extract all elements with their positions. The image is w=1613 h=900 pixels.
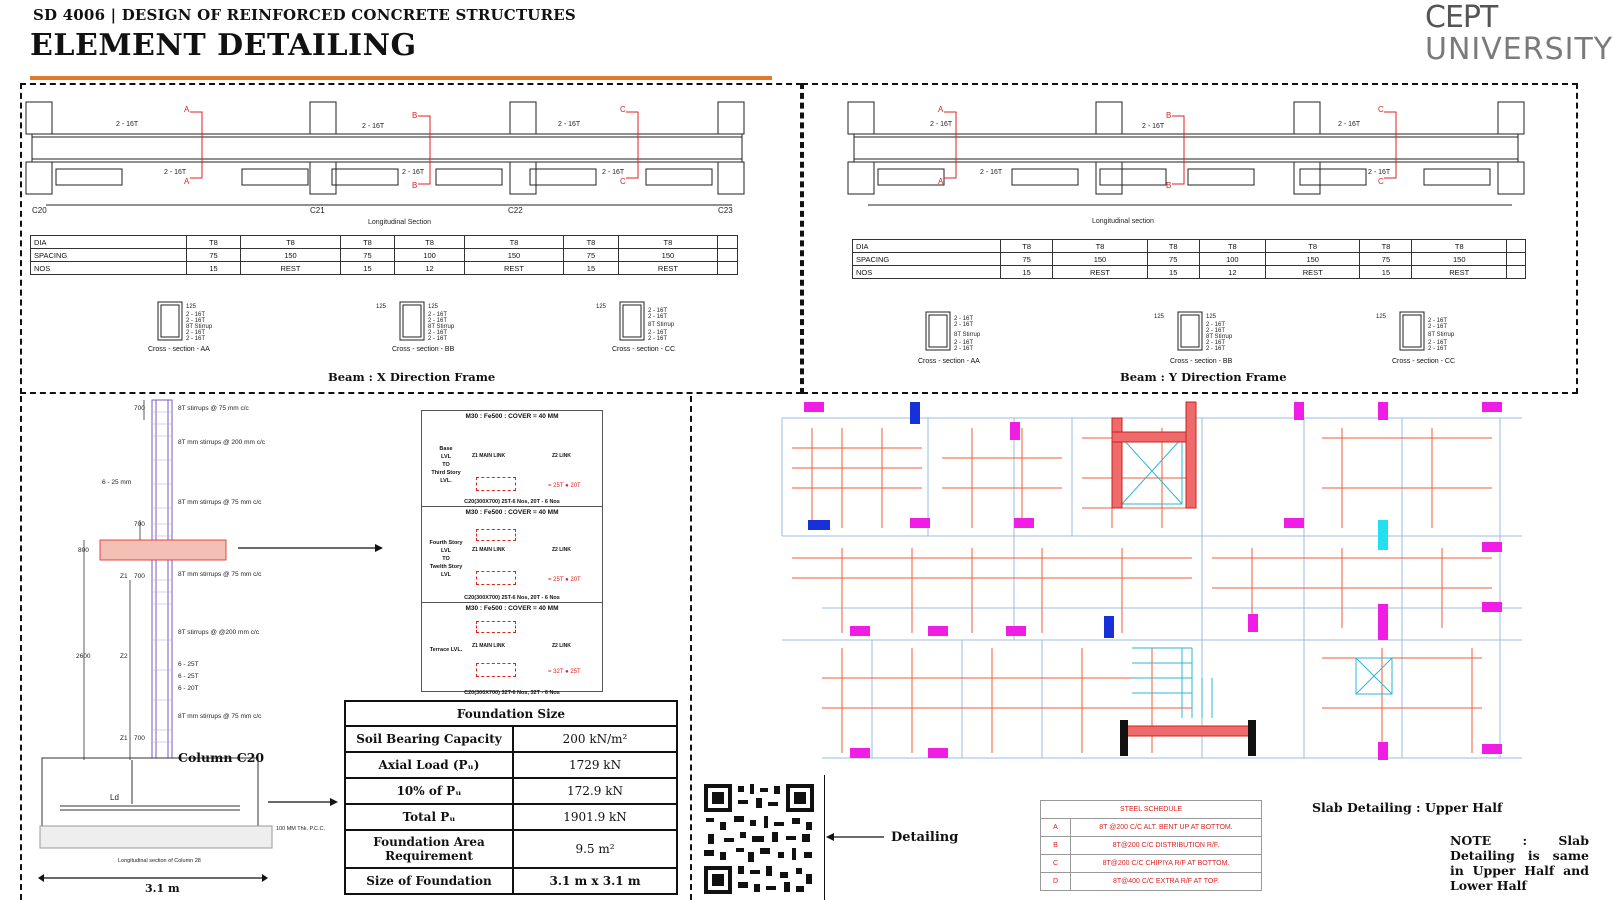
svg-text:B: B — [412, 181, 418, 190]
page-title: ELEMENT DETAILING — [30, 28, 417, 63]
table-row: NOS 15 REST 15 12 REST 15 REST — [853, 266, 1526, 279]
svg-text:2 - 16T: 2 - 16T — [648, 336, 668, 342]
table-row: NOS 15 REST 15 12 REST 15 REST — [31, 262, 738, 275]
svg-text:A: A — [184, 105, 190, 114]
section-mark-cc — [626, 112, 638, 178]
logo-cept: CEPT — [1425, 0, 1498, 35]
beam-y-caption: Beam : Y Direction Frame — [1120, 370, 1287, 384]
title-underline — [30, 76, 772, 80]
svg-text:C23: C23 — [718, 206, 733, 215]
svg-text:2 - 16T: 2 - 16T — [1206, 328, 1226, 334]
svg-text:2 - 16T: 2 - 16T — [954, 322, 974, 328]
beam-x-xs-aa-label: Cross - section - AA — [148, 346, 210, 353]
svg-text:C: C — [1378, 177, 1384, 186]
svg-text:2 - 16T: 2 - 16T — [558, 121, 581, 128]
table-row: Size of Foundation 3.1 m x 3.1 m — [345, 868, 677, 894]
svg-text:2 - 16T: 2 - 16T — [1368, 169, 1391, 176]
svg-text:A: A — [938, 177, 944, 186]
column-c20-elevation — [40, 400, 326, 890]
svg-text:2 - 16T: 2 - 16T — [1338, 121, 1361, 128]
svg-text:Z1: Z1 — [120, 573, 128, 580]
svg-text:125: 125 — [376, 304, 387, 310]
svg-text:125: 125 — [1154, 314, 1165, 320]
svg-text:8T Stirrup: 8T Stirrup — [1428, 332, 1455, 338]
beam-x-longitudinal-drawing — [26, 92, 786, 242]
svg-text:800: 800 — [78, 547, 89, 554]
svg-text:2 - 16T: 2 - 16T — [164, 169, 187, 176]
detailing-arrow — [826, 832, 886, 842]
svg-text:C20: C20 — [32, 206, 47, 215]
svg-text:700: 700 — [134, 735, 145, 742]
qr-divider — [824, 775, 825, 900]
svg-text:2 - 16T: 2 - 16T — [186, 330, 206, 336]
beam-y-rebar-table — [852, 239, 1526, 279]
logo-university: UNIVERSITY — [1425, 32, 1613, 67]
svg-text:8T mm stirrups @ 200 mm c/c: 8T mm stirrups @ 200 mm c/c — [178, 439, 266, 446]
svg-text:2 - 16T: 2 - 16T — [362, 123, 385, 130]
svg-text:B: B — [1166, 181, 1172, 190]
table-row: DIA T8 T8 T8 T8 T8 T8 T8 — [853, 240, 1526, 253]
foundation-width-label: 3.1 m — [145, 882, 180, 895]
svg-text:2 - 16T: 2 - 16T — [428, 318, 448, 324]
svg-text:2 - 16T: 2 - 16T — [648, 314, 668, 320]
schedule-block-3: M30 : Fe500 : COVER = 40 MM Terrace LVL. Z1 MAIN LINK Z2 LINK = 32T ● 25T C20(300X700) 32T-6 Nos, 32T - 6 Nos — [429, 605, 581, 696]
svg-text:2 - 16T: 2 - 16T — [1206, 346, 1226, 352]
slab-detailing-plan — [782, 408, 1534, 784]
svg-text:6 - 25T: 6 - 25T — [178, 673, 199, 680]
beam-x-xs-bb-label: Cross - section - BB — [392, 346, 455, 353]
svg-text:Z1: Z1 — [120, 735, 128, 742]
svg-text:Longitudinal section of Column: Longitudinal section of Column 28 — [118, 858, 201, 864]
svg-text:2 - 16T: 2 - 16T — [648, 308, 668, 314]
svg-text:2 - 16T: 2 - 16T — [186, 336, 206, 342]
beam-x-column-c20 — [26, 102, 52, 134]
svg-text:6 - 25 mm: 6 - 25 mm — [102, 479, 132, 486]
course-title: SD 4006 | DESIGN OF REINFORCED CONCRETE STRUCTURES — [33, 6, 576, 24]
svg-text:8T Stirrup: 8T Stirrup — [428, 324, 455, 330]
svg-text:C: C — [1378, 105, 1384, 114]
table-row: Foundation Area Requirement 9.5 m² — [345, 830, 677, 868]
table-row: 10% of Pᵤ 172.9 kN — [345, 778, 677, 804]
svg-text:700: 700 — [134, 405, 145, 412]
column-schedule-sheet — [421, 410, 603, 696]
slab-note: NOTE : Slab Detailing is same in Upper Half and Lower Half — [1450, 833, 1589, 893]
svg-text:2 - 16T: 2 - 16T — [1428, 340, 1448, 346]
svg-text:C22: C22 — [508, 206, 523, 215]
svg-text:2 - 16T: 2 - 16T — [980, 169, 1003, 176]
beam-y-xs-aa-label: Cross - section - AA — [918, 358, 980, 365]
beam-x-column-c22 — [510, 102, 536, 134]
svg-text:2 - 16T: 2 - 16T — [930, 121, 953, 128]
svg-text:2 - 16T: 2 - 16T — [1206, 322, 1226, 328]
table-row: C 8T@200 C/C CHIPIYA R/F AT BOTTOM. — [1041, 855, 1262, 873]
column-panel-border — [20, 396, 22, 900]
svg-text:2 - 16T: 2 - 16T — [428, 336, 448, 342]
svg-text:8T mm stirrups @ 75 mm c/c: 8T mm stirrups @ 75 mm c/c — [178, 571, 262, 578]
column-c20-caption: Column C20 — [178, 750, 265, 765]
table-row: Total Pᵤ 1901.9 kN — [345, 804, 677, 830]
beam-x-xs-cc-label: Cross - section - CC — [612, 346, 676, 353]
column-panel-border-right — [690, 396, 692, 900]
svg-text:2 - 16T: 2 - 16T — [1142, 123, 1165, 130]
svg-text:6 - 20T: 6 - 20T — [178, 685, 199, 692]
svg-text:2 - 16T: 2 - 16T — [1428, 346, 1448, 352]
svg-text:A: A — [184, 177, 190, 186]
beam-x-column-c21 — [310, 102, 336, 134]
svg-text:125: 125 — [596, 304, 607, 310]
table-row: Soil Bearing Capacity 200 kN/m² — [345, 726, 677, 752]
svg-text:8T Stirrup: 8T Stirrup — [954, 332, 981, 338]
table-row: STEEL SCHEDULE — [1041, 801, 1262, 819]
svg-text:2 - 16T: 2 - 16T — [1428, 318, 1448, 324]
svg-text:2 - 16T: 2 - 16T — [428, 330, 448, 336]
svg-text:Z2: Z2 — [120, 653, 128, 660]
slab-caption: Slab Detailing : Upper Half — [1312, 800, 1503, 815]
svg-text:2 - 16T: 2 - 16T — [954, 316, 974, 322]
svg-text:8T Stirrup: 8T Stirrup — [1206, 334, 1233, 340]
svg-text:2 - 16T: 2 - 16T — [1206, 340, 1226, 346]
svg-text:700: 700 — [134, 573, 145, 580]
svg-text:2 - 16T: 2 - 16T — [602, 169, 625, 176]
table-row: DIA T8 T8 T8 T8 T8 T8 T8 — [31, 236, 738, 249]
slab-band — [100, 540, 226, 560]
beam-x-top-bar-1: 2 - 16T — [116, 121, 139, 128]
schedule-block-1: M30 : Fe500 : COVER = 40 MM Base LVL TO Third Story LVL. Z1 MAIN LINK Z2 LINK = 25T ● 20T C20(300X700) 25T-6 Nos, 20T - 6 Nos — [422, 413, 602, 507]
svg-text:B: B — [412, 111, 418, 120]
svg-text:100 MM Thk. P.C.C.: 100 MM Thk. P.C.C. — [276, 826, 326, 832]
table-row: D 8T@400 C/C EXTRA R/F AT TOP. — [1041, 873, 1262, 891]
column-shaft — [152, 400, 172, 758]
beam-x-rebar-table — [30, 235, 738, 275]
svg-text:Longitudinal Section: Longitudinal Section — [368, 219, 432, 226]
svg-text:A: A — [938, 105, 944, 114]
svg-text:C: C — [620, 105, 626, 114]
beam-y-cross-section-aa — [918, 308, 998, 363]
section-mark-aa — [190, 112, 202, 178]
svg-text:8T stirrups @ @200 mm c/c: 8T stirrups @ @200 mm c/c — [178, 629, 259, 636]
beam-x-column-c23 — [718, 102, 744, 134]
svg-text:B: B — [1166, 111, 1172, 120]
beam-y-cross-section-cc — [1372, 308, 1472, 363]
table-row: Foundation Size — [345, 701, 677, 726]
beam-y-xs-bb-label: Cross - section - BB — [1170, 358, 1233, 365]
table-row: SPACING 75 150 75 100 150 75 150 — [31, 249, 738, 262]
table-row: Axial Load (Pᵤ) 1729 kN — [345, 752, 677, 778]
schedule-block-2: M30 : Fe500 : COVER = 40 MM Fourth Story LVL TO Twelth Story LVL Z1 MAIN LINK Z2 LINK = 25T ● 20T C20(300X700) 25T-6 Nos, 20T - 6 Nos — [422, 509, 602, 603]
svg-text:125: 125 — [186, 304, 197, 310]
svg-text:C: C — [620, 177, 626, 186]
detailing-label: Detailing — [891, 830, 959, 845]
svg-text:2 - 16T: 2 - 16T — [428, 312, 448, 318]
svg-text:8T stirrups @ 75 mm c/c: 8T stirrups @ 75 mm c/c — [178, 405, 249, 412]
svg-text:700: 700 — [134, 521, 145, 528]
svg-text:125: 125 — [1376, 314, 1387, 320]
svg-text:2 - 16T: 2 - 16T — [186, 312, 206, 318]
table-row: B 8T@200 C/C DISTRIBUTION R/F. — [1041, 837, 1262, 855]
beam-x-body — [32, 134, 742, 162]
foundation-size-table — [344, 700, 678, 895]
svg-text:8T Stirrup: 8T Stirrup — [648, 322, 675, 328]
svg-text:2 - 16T: 2 - 16T — [1428, 324, 1448, 330]
svg-text:2 - 16T: 2 - 16T — [186, 318, 206, 324]
beam-y-cross-section-bb — [1150, 308, 1250, 363]
qr-code[interactable] — [702, 782, 816, 896]
svg-text:125: 125 — [428, 304, 439, 310]
beam-y-longitudinal-drawing — [848, 92, 1548, 232]
steel-schedule-table — [1040, 800, 1262, 891]
svg-text:8T mm stirrups @ 75 mm c/c: 8T mm stirrups @ 75 mm c/c — [178, 713, 262, 720]
svg-text:2 - 16T: 2 - 16T — [954, 346, 974, 352]
svg-text:2 - 16T: 2 - 16T — [402, 169, 425, 176]
svg-text:8T Stirrup: 8T Stirrup — [186, 324, 213, 330]
beam-y-xs-cc-label: Cross - section - CC — [1392, 358, 1456, 365]
beam-y-section-label: Longitudinal section — [1092, 218, 1154, 225]
svg-text:6 - 25T: 6 - 25T — [178, 661, 199, 668]
table-row: SPACING 75 150 75 100 150 75 150 — [853, 253, 1526, 266]
svg-text:2 - 16T: 2 - 16T — [648, 330, 668, 336]
svg-text:2 - 16T: 2 - 16T — [954, 340, 974, 346]
svg-text:Ld: Ld — [110, 793, 119, 802]
table-row: A 8T @200 C/C ALT. BENT UP AT BOTTOM. — [1041, 819, 1262, 837]
svg-text:C21: C21 — [310, 206, 325, 215]
svg-text:125: 125 — [1206, 314, 1217, 320]
beam-x-caption: Beam : X Direction Frame — [328, 370, 496, 384]
svg-text:8T mm stirrups @ 75 mm c/c: 8T mm stirrups @ 75 mm c/c — [178, 499, 262, 506]
svg-text:2600: 2600 — [76, 653, 91, 660]
